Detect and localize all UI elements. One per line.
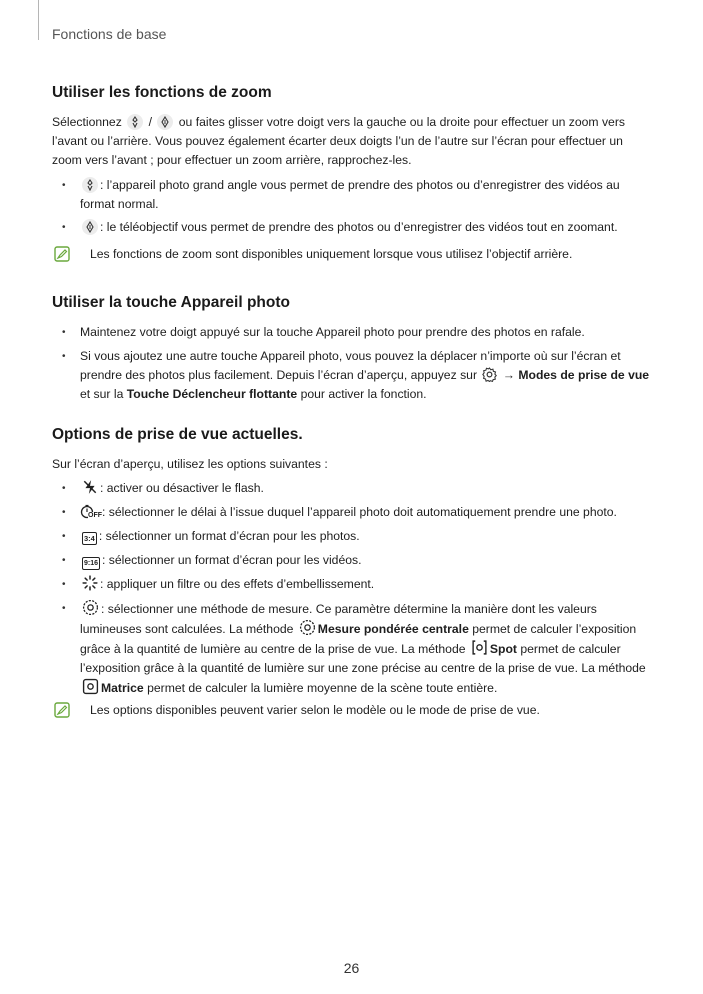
option-metering: • : sélectionner une méthode de mesure. Ce paramètre détermine la manière dont les valeurs lumineuses sont calculées. La méthode Mesure pondérée centrale permet de calculer l’exposition grâce à la quantité de lumière au centre de la prise de vue. La méthode Spot permet de calculer l’exposition grâce à la quantité de lumière sur une zone précise au centre de la prise de vue. La méthode Matrice permet de calculer la lumière moyenne de la scène toute entière.	[80, 599, 654, 698]
option-filter: • : appliquer un filtre ou des effets d’embellissement.	[80, 575, 654, 594]
options-intro: Sur l’écran d’aperçu, utilisez les options suivantes :	[52, 457, 328, 471]
option-timer: • OFF : sélectionner le délai à l’issue duquel l’appareil photo doit automatiquement prendre une photo.	[80, 503, 654, 522]
ratio-9-16-icon: 9:16	[82, 557, 100, 570]
options-note: Les options disponibles peuvent varier selon le modèle ou le mode de prise de vue.	[90, 703, 540, 717]
ratio-3-4-icon: 3:4	[84, 534, 95, 543]
tele-lens-icon	[157, 114, 173, 130]
zoom-note: Les fonctions de zoom sont disponibles uniquement lorsque vous utilisez l’objectif arrière.	[90, 247, 573, 261]
camera-button-bullet-burst: • Maintenez votre doigt appuyé sur la touche Appareil photo pour prendre des photos en rafale.	[80, 323, 654, 342]
option-flash: • : activer ou désactiver le flash.	[80, 479, 654, 498]
wide-lens-icon	[127, 114, 143, 130]
matrix-metering-icon	[82, 678, 99, 695]
zoom-intro: Sélectionnez / ou faites glisser votre doigt vers la gauche ou la droite pour effectuer un zoom vers l’avant ou l’arrière. Vous pouvez également écarter deux doigts l’un de l’autre sur l’écran pour effectuer un zoom vers l’avant ; pour effectuer un zoom arrière, rapprochez-les.	[52, 115, 625, 167]
zoom-bullet-wide: • : l’appareil photo grand angle vous permet de prendre des photos ou d’enregistrer des vidéos au format normal.	[80, 176, 654, 214]
option-ratio-video: • 9:16 : sélectionner un format d’écran pour les vidéos.	[80, 551, 654, 570]
filter-sparkle-icon	[82, 575, 98, 591]
spot-metering-icon	[471, 639, 488, 656]
option-ratio-photo: • 3:4 : sélectionner un format d’écran pour les photos.	[80, 527, 654, 546]
section-title-zoom: Utiliser les fonctions de zoom	[52, 84, 272, 101]
header-rule	[38, 0, 39, 40]
wide-lens-icon	[82, 177, 98, 193]
note-icon	[54, 246, 70, 262]
section-title-camera-button: Utiliser la touche Appareil photo	[52, 294, 290, 311]
note-icon	[54, 702, 70, 718]
tele-lens-icon	[82, 219, 98, 235]
zoom-bullet-tele: • : le téléobjectif vous permet de prendre des photos ou d’enregistrer des vidéos tout en zoomant.	[80, 218, 654, 237]
section-title-options: Options de prise de vue actuelles.	[52, 426, 303, 443]
camera-button-bullet-floating: • Si vous ajoutez une autre touche Appareil photo, vous pouvez la déplacer n’importe où sur l’écran et prendre des photos plus facilement. Depuis l’écran d’aperçu, appuyez sur → Modes de prise de vue et sur la Touche Déclencheur flottante pour activer la fonction.	[80, 347, 654, 404]
page-number: 26	[343, 960, 360, 976]
metering-icon	[82, 599, 99, 616]
settings-gear-icon	[482, 367, 497, 382]
header-title: Fonctions de base	[52, 26, 167, 42]
center-weighted-icon	[299, 619, 316, 636]
flash-off-icon	[82, 479, 98, 495]
timer-off-icon: • OFF	[80, 504, 102, 520]
